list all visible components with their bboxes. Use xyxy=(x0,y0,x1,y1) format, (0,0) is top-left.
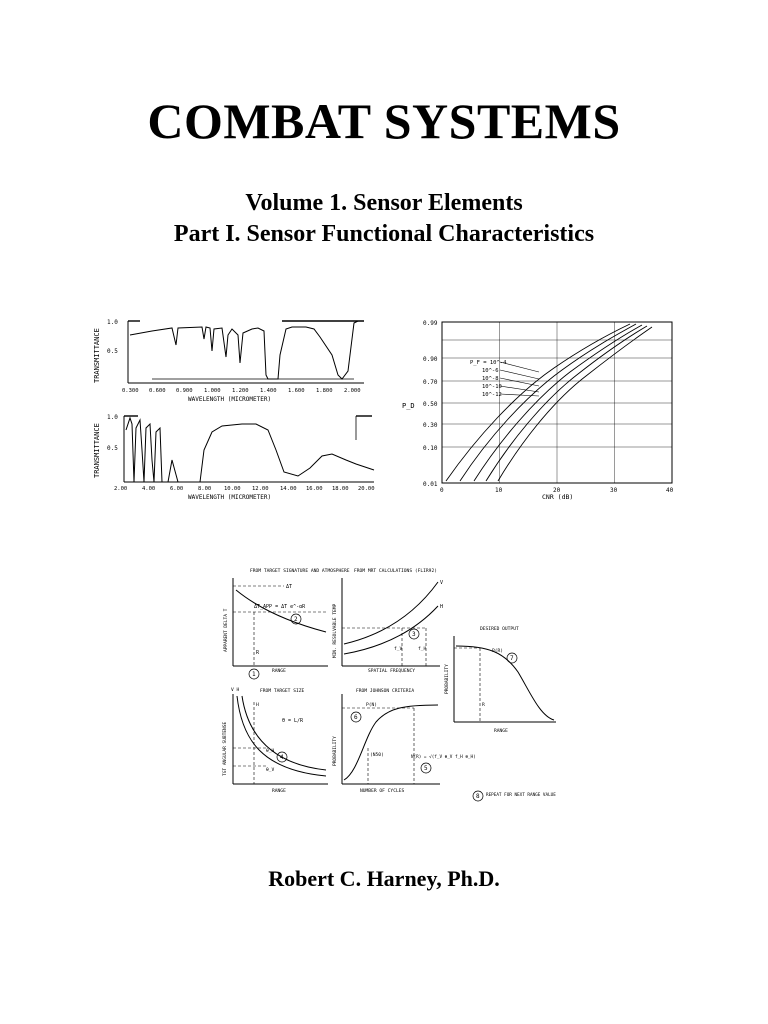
xtick: 0.600 xyxy=(149,388,166,394)
pd-curves xyxy=(446,324,652,481)
xtick: 0 xyxy=(440,487,444,494)
pr-label: P(R) xyxy=(492,649,504,654)
pd-vs-cnr-chart xyxy=(396,316,682,500)
panel-xlabel: RANGE xyxy=(272,789,286,794)
vh-label: V H xyxy=(231,688,240,693)
fh-label: f_H xyxy=(418,647,427,652)
pd-yticks xyxy=(423,320,438,488)
xtick: 6.00 xyxy=(170,486,184,492)
xtick: 0.900 xyxy=(176,388,193,394)
xlabel: WAVELENGTH (MICROMETER) xyxy=(188,396,272,403)
transmittance-curve xyxy=(126,418,374,482)
pn-label: P(N) xyxy=(366,703,378,708)
equation: ΔT_APP = ΔT e^-αR xyxy=(254,604,306,610)
theta-h: θ_H xyxy=(266,749,275,754)
transmittance-curve xyxy=(130,321,358,379)
part-subtitle: Part I. Sensor Functional Characteristics xyxy=(173,221,595,247)
pd-xlabel: CNR (dB) xyxy=(542,493,574,500)
curve-h: H xyxy=(440,604,444,610)
ylabel: TRANSMITTANCE xyxy=(93,423,101,478)
panel-header: DESIRED OUTPUT xyxy=(480,627,519,632)
curve-v: V xyxy=(440,580,444,586)
sensor-flow-diagram xyxy=(218,562,560,808)
xtick: 1.000 xyxy=(204,388,221,394)
xtick: 2.00 xyxy=(114,486,128,492)
step-number: 5 xyxy=(424,765,428,772)
step-number: 6 xyxy=(354,714,358,721)
xlabel: WAVELENGTH (MICROMETER) xyxy=(188,494,272,501)
panel-header: FROM TARGET SIZE xyxy=(260,689,305,694)
plot-frame xyxy=(128,321,364,383)
panel-mrt xyxy=(332,568,443,674)
ytick-1: 1.0 xyxy=(107,319,118,326)
legend-item: 10^-10 xyxy=(482,384,502,390)
pd-legend-leaders xyxy=(500,362,539,396)
theta-v: θ_V xyxy=(266,768,275,773)
legend-item: 10^-6 xyxy=(482,368,499,374)
transmittance-plot-top xyxy=(92,315,374,407)
ytick: 0.01 xyxy=(423,481,438,488)
legend-item: 10^-8 xyxy=(482,376,499,382)
panel-header: FROM MRT CALCULATIONS (FLIR92) xyxy=(354,569,437,574)
ytick: 0.50 xyxy=(423,401,438,408)
ytick-05: 0.5 xyxy=(107,445,118,452)
ytick: 0.10 xyxy=(423,445,438,452)
step-number: 7 xyxy=(510,655,514,662)
legend-item: 10^-12 xyxy=(482,392,502,398)
volume-subtitle: Volume 1. Sensor Elements xyxy=(245,190,523,216)
xtick: 30 xyxy=(610,487,618,494)
xtick: 16.00 xyxy=(306,486,323,492)
panel-ylabel: PROBABILITY xyxy=(333,736,338,766)
xtick: 1.400 xyxy=(260,388,277,394)
ylabel: TRANSMITTANCE xyxy=(93,328,101,383)
step-number: 1 xyxy=(252,671,256,678)
ytick: 0.90 xyxy=(423,356,438,363)
xtick: 4.00 xyxy=(142,486,156,492)
panel-range-delta-t xyxy=(223,568,350,679)
x-ticks xyxy=(122,388,361,394)
fv-label: f_V xyxy=(394,647,403,652)
delta-t-label: ΔT xyxy=(286,584,293,590)
author-name: Robert C. Harney, Ph.D. xyxy=(268,866,500,891)
pd-legend-items xyxy=(482,368,502,398)
step-number: 4 xyxy=(280,754,284,761)
xtick: 1.600 xyxy=(288,388,305,394)
panel-ylabel: TGT ANGULAR SUBTENSE xyxy=(223,721,228,776)
r-mark: R xyxy=(256,650,260,656)
panel-ylabel: MIN. RESOLVABLE TEMP xyxy=(333,603,338,658)
xtick: 0.300 xyxy=(122,388,139,394)
pd-ylabel: P_D xyxy=(402,402,415,410)
xtick: 10.00 xyxy=(224,486,241,492)
xtick: 12.00 xyxy=(252,486,269,492)
pd-legend-label: P_F = 10^-4 xyxy=(470,360,507,366)
repeat-text: REPEAT FOR NEXT RANGE VALUE xyxy=(486,793,556,798)
panel-xlabel: RANGE xyxy=(272,669,286,674)
xtick: 14.00 xyxy=(280,486,297,492)
nr-equation: N(R) = √(f_V θ_V f_H θ_H) xyxy=(411,755,476,760)
h-label: H xyxy=(256,703,259,708)
xtick: 10 xyxy=(495,487,503,494)
xtick: 8.00 xyxy=(198,486,212,492)
ytick: 0.30 xyxy=(423,422,438,429)
panel-desired-output xyxy=(444,626,556,734)
ytick: 0.99 xyxy=(423,320,438,327)
transmittance-plot-bottom xyxy=(92,410,384,502)
ytick: 0.70 xyxy=(423,379,438,386)
xtick: 2.000 xyxy=(344,388,361,394)
xtick: 40 xyxy=(666,487,674,494)
panel-xlabel: RANGE xyxy=(494,729,508,734)
x-ticks xyxy=(114,486,375,492)
step-number: 2 xyxy=(294,616,298,623)
xtick: 18.00 xyxy=(332,486,349,492)
n50-label: (N50) xyxy=(370,753,384,758)
ytick-1: 1.0 xyxy=(107,414,118,421)
ytick-05: 0.5 xyxy=(107,348,118,355)
panel-xlabel: NUMBER OF CYCLES xyxy=(360,789,405,794)
panel-header: FROM TARGET SIGNATURE AND ATMOSPHERE xyxy=(250,569,350,574)
step-number: 8 xyxy=(476,793,480,800)
panel-ylabel: PROBABILITY xyxy=(445,664,450,694)
book-title: COMBAT SYSTEMS xyxy=(147,93,621,149)
panel-xlabel: SPATIAL FREQUENCY xyxy=(368,669,416,674)
xtick: 1.200 xyxy=(232,388,249,394)
xtick: 1.800 xyxy=(316,388,333,394)
xtick: 20.00 xyxy=(358,486,375,492)
r-mark: R xyxy=(482,703,485,708)
repeat-note xyxy=(473,791,556,801)
panel-header: FROM JOHNSON CRITERIA xyxy=(356,689,415,694)
panel-ylabel: APPARENT DELTA T xyxy=(224,608,229,652)
panel-target-size xyxy=(222,687,328,794)
xtick: 20 xyxy=(553,487,561,494)
step-number: 3 xyxy=(412,631,416,638)
equation: θ = L/R xyxy=(282,718,304,724)
